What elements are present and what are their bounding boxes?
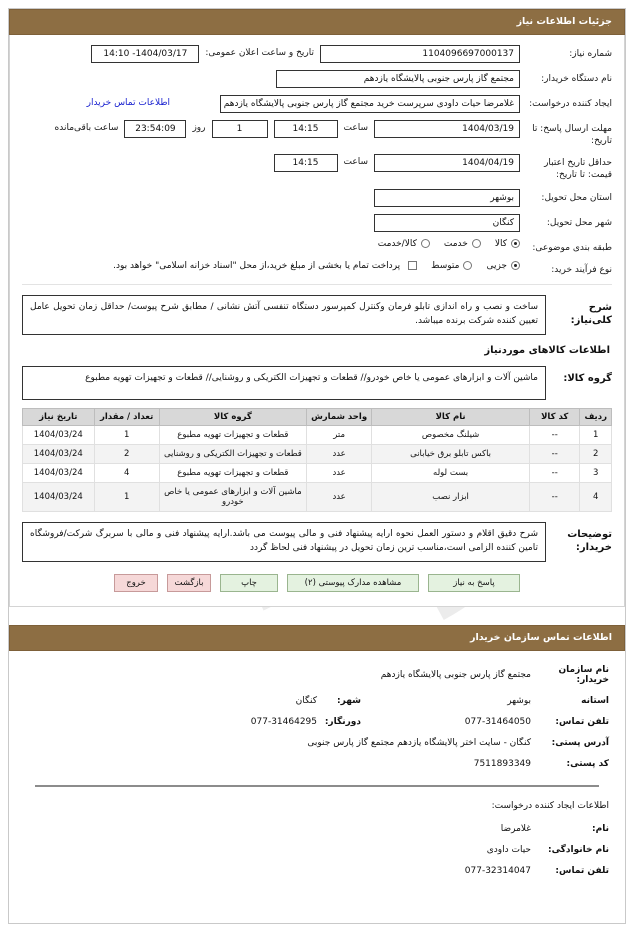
announce-label: تاریخ و ساعت اعلان عمومی: bbox=[205, 48, 314, 58]
days-unit-label: روز bbox=[192, 123, 206, 133]
radio-category-kala-khedmat-label: کالا/خدمت bbox=[377, 238, 417, 249]
goods-group-label: گروه کالا: bbox=[563, 372, 612, 384]
validity-label: حداقل تاریخ اعتبار قیمت: تا تاریخ: bbox=[544, 158, 612, 181]
goods-table-head bbox=[23, 408, 612, 425]
goods-section-title: اطلاعات کالاهای موردنیاز bbox=[484, 344, 610, 356]
requester-last-name-value: حیات داودی bbox=[486, 844, 531, 855]
province-field[interactable]: بوشهر bbox=[374, 189, 520, 207]
cell-row-number: 1 bbox=[580, 425, 612, 444]
cell-item-code: -- bbox=[529, 444, 579, 463]
summary-label: شرح کلی‌نیاز: bbox=[570, 301, 612, 326]
goods-table-body bbox=[23, 425, 612, 511]
summary-text: ساخت و نصب و راه اندازی تابلو فرمان وکنترل کمپرسور دستگاه تنفسی آتش نشانی / مطابق شرح پیوست/ حداقل زمان تحویل عامل تعیین کننده شرکت برنده میباشد. bbox=[22, 295, 546, 335]
exit-button[interactable]: خروج bbox=[114, 574, 158, 592]
cell-item-code: -- bbox=[529, 425, 579, 444]
row-category bbox=[22, 239, 612, 254]
cell-quantity: 2 bbox=[94, 444, 159, 463]
col-unit: واحد شمارش bbox=[307, 408, 372, 425]
need-number-field[interactable]: 1104096697000137 bbox=[320, 45, 520, 63]
goods-group-text: ماشین آلات و ابزارهای عمومی یا خاص خودرو// قطعات و تجهیزات الکتریکی و روشنایی// قطعات و تجهیزات تهویه مطبوع bbox=[22, 366, 546, 400]
announce-datetime-field[interactable]: 1404/03/17- 14:10 bbox=[91, 45, 199, 63]
remaining-time-field: 23:54:09 bbox=[124, 120, 186, 138]
city-label: شهر محل تحویل: bbox=[546, 217, 612, 228]
page-content bbox=[9, 9, 625, 897]
cell-item-code: -- bbox=[529, 463, 579, 482]
print-button[interactable]: چاپ bbox=[220, 574, 278, 592]
deadline-date-field[interactable]: 1404/03/19 bbox=[374, 120, 520, 138]
cell-unit: عدد bbox=[307, 482, 372, 511]
contact-phone-label: تلفن تماس: bbox=[555, 716, 609, 727]
spacer bbox=[9, 607, 625, 625]
requester-heading: اطلاعات ایجاد کننده درخواست: bbox=[491, 800, 609, 811]
row-province bbox=[22, 189, 612, 207]
row-contact-phone bbox=[25, 717, 609, 727]
cell-item-group: ماشین آلات و ابزارهای عمومی یا خاص خودرو bbox=[159, 482, 306, 511]
row-contact-postal bbox=[25, 759, 609, 769]
cell-item-group: قطعات و تجهیزات تهویه مطبوع bbox=[159, 463, 306, 482]
table-row bbox=[23, 463, 612, 482]
radio-process-jozii[interactable] bbox=[511, 261, 520, 270]
cell-item-name: ابزار نصب bbox=[372, 482, 530, 511]
table-row bbox=[23, 425, 612, 444]
cell-need-date: 1404/03/24 bbox=[23, 463, 95, 482]
radio-category-kala[interactable] bbox=[511, 239, 520, 248]
buyer-notes-label: توضیحات خریدار: bbox=[567, 528, 612, 553]
col-item-group: گروه کالا bbox=[159, 408, 306, 425]
contact-fax-value: 077-31464295 bbox=[250, 716, 317, 727]
respond-to-need-button[interactable]: پاسخ به نیاز bbox=[428, 574, 520, 592]
buyer-notes-text: شرح دقیق اقلام و دستور العمل نحوه ارایه پیشنهاد فنی و مالی پیوست می باشد.ارایه پیشنهاد فنی و مالی با سربرگ شرکت/فروشگاه تامین کننده الزامی است،مناسب ترین زمان تحویل در پیشنهاد فنی لحاظ گردد bbox=[22, 522, 546, 562]
row-buyer-org bbox=[22, 70, 612, 88]
cell-item-group: قطعات و تجهیزات الکتریکی و روشنایی bbox=[159, 444, 306, 463]
remaining-time-label: ساعت باقی‌مانده bbox=[54, 123, 119, 133]
row-summary bbox=[22, 295, 612, 335]
requester-phone-value: 077-32314047 bbox=[464, 865, 531, 876]
col-item-name: نام کالا bbox=[372, 408, 530, 425]
creator-label: ایجاد کننده درخواست: bbox=[529, 99, 612, 109]
process-radio-group bbox=[113, 261, 520, 271]
action-button-bar bbox=[22, 574, 612, 592]
row-requester-last-name bbox=[25, 845, 609, 855]
contact-address-value: کنگان - سایت اختر پالایشگاه یازدهم مجتمع گاز پارس جنوبی bbox=[307, 737, 531, 748]
cell-unit: عدد bbox=[307, 463, 372, 482]
requester-first-name-value: غلامرضا bbox=[500, 823, 531, 834]
validity-time-field[interactable]: 14:15 bbox=[274, 154, 338, 172]
buyer-org-field[interactable]: مجتمع گاز پارس جنوبی پالایشگاه یازدهم bbox=[276, 70, 520, 88]
cell-row-number: 4 bbox=[580, 482, 612, 511]
section-header-need-details: جزئیات اطلاعات نیاز bbox=[9, 9, 625, 35]
row-requester-phone bbox=[25, 866, 609, 876]
need-number-label: شماره نیاز: bbox=[569, 49, 612, 59]
cell-row-number: 2 bbox=[580, 444, 612, 463]
col-need-date: تاریخ نیاز bbox=[23, 408, 95, 425]
contact-postal-value: 7511893349 bbox=[473, 758, 531, 769]
deadline-time-field[interactable]: 14:15 bbox=[274, 120, 338, 138]
radio-category-kala-khedmat[interactable] bbox=[421, 239, 430, 248]
goods-table bbox=[22, 408, 612, 512]
contact-city-label: شهر: bbox=[337, 695, 361, 706]
cell-item-code: -- bbox=[529, 482, 579, 511]
table-row bbox=[23, 482, 612, 511]
row-buyer-notes bbox=[22, 522, 612, 562]
requester-last-name-label: نام خانوادگی: bbox=[547, 844, 609, 855]
process-label: نوع فرآیند خرید: bbox=[551, 264, 612, 275]
row-contact-address bbox=[25, 738, 609, 748]
cell-need-date: 1404/03/24 bbox=[23, 425, 95, 444]
row-city bbox=[22, 214, 612, 232]
row-goods-group bbox=[22, 366, 612, 400]
contact-panel bbox=[9, 651, 625, 897]
requester-phone-label: تلفن تماس: bbox=[555, 865, 609, 876]
validity-date-field[interactable]: 1404/04/19 bbox=[374, 154, 520, 172]
divider-after-options bbox=[22, 284, 612, 285]
goods-table-header-row bbox=[23, 408, 612, 425]
row-validity bbox=[22, 154, 612, 181]
row-requester-first-name bbox=[25, 824, 609, 834]
row-need-number bbox=[22, 45, 612, 63]
cell-quantity: 1 bbox=[94, 425, 159, 444]
province-label: استان محل تحویل: bbox=[541, 192, 612, 203]
back-button[interactable]: بازگشت bbox=[167, 574, 211, 592]
requester-first-name-label: نام: bbox=[592, 823, 609, 834]
remaining-days-field[interactable]: 1 bbox=[212, 120, 268, 138]
contact-org-label: نام سازمان خریدار: bbox=[558, 664, 609, 685]
cell-unit: عدد bbox=[307, 444, 372, 463]
cell-item-name: باکس تابلو برق خیابانی bbox=[372, 444, 530, 463]
section-header-contact: اطلاعات تماس سازمان خریدار bbox=[9, 625, 625, 651]
cell-need-date: 1404/03/24 bbox=[23, 444, 95, 463]
contact-postal-label: کد پستی: bbox=[566, 758, 609, 769]
city-field[interactable]: کنگان bbox=[374, 214, 520, 232]
col-quantity: تعداد / مقدار bbox=[94, 408, 159, 425]
validity-hour-label: ساعت bbox=[343, 157, 368, 168]
radio-category-khedmat[interactable] bbox=[472, 239, 481, 248]
contact-fax-label: دورنگار: bbox=[324, 716, 361, 727]
buyer-org-label: نام دستگاه خریدار: bbox=[541, 74, 612, 84]
col-item-code: کد کالا bbox=[529, 408, 579, 425]
col-row-number: ردیف bbox=[580, 408, 612, 425]
deadline-hour-label: ساعت bbox=[343, 123, 368, 133]
view-attachments-button[interactable]: مشاهده مدارک پیوستی (۲) bbox=[287, 574, 419, 592]
checkbox-treasury-label: پرداخت تمام یا بخشی از مبلغ خرید،از محل "اسناد خزانه اسلامی" خواهد بود. bbox=[113, 260, 401, 271]
radio-process-motavaset-label: متوسط bbox=[431, 260, 460, 271]
cell-row-number: 3 bbox=[580, 463, 612, 482]
cell-quantity: 4 bbox=[94, 463, 159, 482]
cell-item-name: شیلنگ مخصوص bbox=[372, 425, 530, 444]
contact-org-value: مجتمع گاز پارس جنوبی پالایشگاه یازدهم bbox=[380, 669, 531, 680]
cell-quantity: 1 bbox=[94, 482, 159, 511]
radio-category-khedmat-label: خدمت bbox=[443, 238, 468, 249]
row-process-type bbox=[22, 261, 612, 276]
row-contact-org bbox=[25, 665, 609, 685]
divider-before-requester bbox=[35, 785, 599, 787]
row-deadline bbox=[22, 120, 612, 147]
deadline-label: مهلت ارسال پاسخ: تا تاریخ: bbox=[532, 124, 612, 147]
creator-field[interactable]: غلامرضا حیات داودی سرپرست خرید مجتمع گاز پارس جنوبی پالایشگاه یازدهم bbox=[220, 95, 520, 113]
cell-item-group: قطعات و تجهیزات تهویه مطبوع bbox=[159, 425, 306, 444]
contact-province-label: استانه bbox=[581, 695, 609, 706]
table-row bbox=[23, 444, 612, 463]
cell-need-date: 1404/03/24 bbox=[23, 482, 95, 511]
contact-province-value: بوشهر bbox=[507, 695, 531, 706]
row-contact-location bbox=[25, 696, 609, 706]
checkbox-treasury-documents[interactable] bbox=[408, 261, 417, 270]
cell-unit: متر bbox=[307, 425, 372, 444]
radio-process-motavaset[interactable] bbox=[463, 261, 472, 270]
need-details-panel bbox=[9, 35, 625, 607]
radio-category-kala-label: کالا bbox=[494, 238, 507, 249]
buyer-contact-link[interactable]: اطلاعات تماس خریدار bbox=[86, 98, 170, 108]
cell-item-name: بست لوله bbox=[372, 463, 530, 482]
category-radio-group bbox=[368, 239, 520, 249]
category-label: طبقه بندی موضوعی: bbox=[532, 242, 612, 253]
row-creator bbox=[22, 95, 612, 113]
contact-phone-value: 077-31464050 bbox=[464, 716, 531, 727]
contact-city-value: کنگان bbox=[295, 695, 317, 706]
page-frame bbox=[8, 8, 626, 924]
contact-address-label: آدرس پستی: bbox=[551, 737, 609, 748]
radio-process-jozii-label: جزیی bbox=[486, 260, 507, 271]
